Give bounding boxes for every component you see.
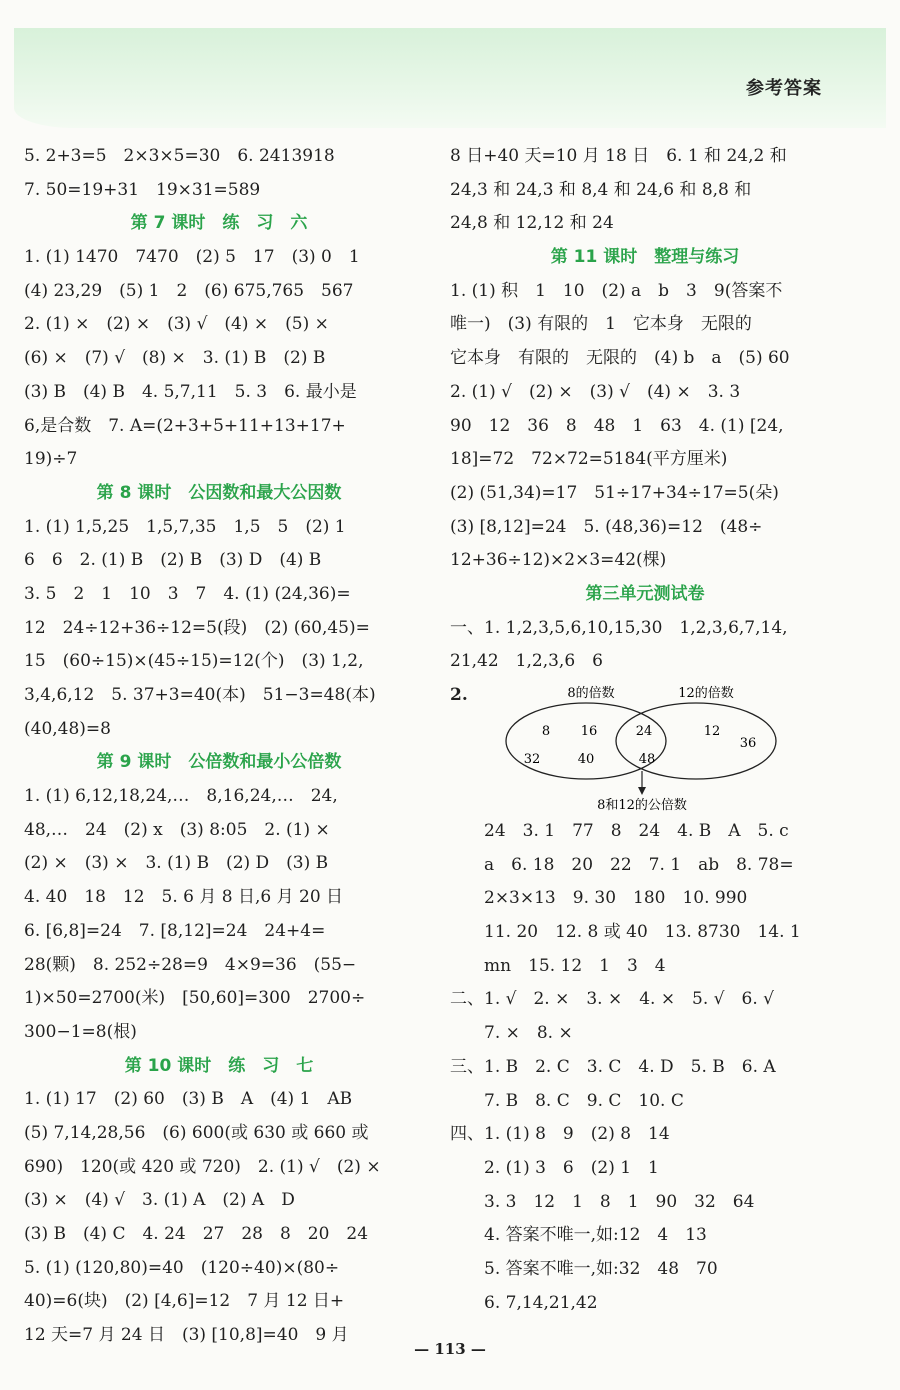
answer-line: 6. [6,8]=24 7. [8,12]=24 24+4= [24,920,326,941]
answer-line: 它本身 有限的 无限的 (4) b a (5) 60 [450,348,790,369]
venn-value: 40 [577,752,595,767]
answer-line: 3. 3 12 1 8 1 90 32 64 [484,1191,755,1212]
answer-line: 12 天=7 月 24 日 (3) [10,8]=40 9 月 [24,1325,349,1346]
answer-line: 48,… 24 (2) x (3) 8:05 2. (1) × [24,819,330,840]
venn-diagram [450,679,840,815]
answer-line: (3) B (4) B 4. 5,7,11 5. 3 6. 最小是 [24,381,357,402]
answer-line: 5. (1) (120,80)=40 (120÷40)×(80÷ [24,1257,340,1278]
venn-right-title: 12的倍数 [678,686,734,701]
answer-line: 90 12 36 8 48 1 63 4. (1) [24, [450,415,784,436]
answer-line: 5. 2+3=5 2×3×5=30 6. 2413918 [24,146,335,166]
answer-line: 21,42 1,2,3,6 6 [450,651,603,672]
answer-line: 300−1=8(根) [24,1021,137,1042]
answer-line: (3) [8,12]=24 5. (48,36)=12 (48÷ [450,516,763,537]
answer-line: (5) 7,14,28,56 (6) 600(或 630 或 660 或 [24,1122,369,1143]
header-title: 参考答案 [746,78,822,99]
answer-line: (3) B (4) C 4. 24 27 28 8 20 24 [24,1224,369,1244]
venn-bottom-title: 8和12的公倍数 [597,798,687,813]
answer-line: (3) × (4) √ 3. (1) A (2) A D [24,1190,295,1211]
section-heading: 第三单元测试卷 [585,583,705,604]
answer-line: 19)÷7 [24,449,78,470]
answer-line: 四、1. (1) 8 9 (2) 8 14 [450,1124,670,1145]
answer-line: 15 (60÷15)×(45÷15)=12(个) (3) 1,2, [24,651,364,672]
answer-line: 24,8 和 12,12 和 24 [450,213,614,234]
answer-line: 2. (1) √ (2) × (3) √ (4) × 3. 3 [450,381,741,402]
answer-line: 7. 50=19+31 19×31=589 [24,179,261,200]
answer-line: 1. (1) 17 (2) 60 (3) B A (4) 1 AB [24,1089,353,1110]
section-heading: 第 11 课时 整理与练习 [550,247,740,268]
venn-value: 16 [580,724,598,739]
answer-line: (40,48)=8 [24,718,111,739]
answer-line: mn 15. 12 1 3 4 [484,955,666,976]
venn-value: 24 [635,724,653,739]
answer-line: 12 24÷12+36÷12=5(段) (2) (60,45)= [24,617,370,638]
answer-line: 24,3 和 24,3 和 8,4 和 24,6 和 8,8 和 [450,179,752,200]
venn-value: 8 [541,724,551,739]
answer-line: 40)=6(块) (2) [4,6]=12 7 月 12 日+ [24,1291,345,1312]
venn-value: 36 [739,736,757,751]
answer-line: (2) (51,34)=17 51÷17+34÷17=5(朵) [450,482,779,503]
answer-line: 1. (1) 1,5,25 1,5,7,35 1,5 5 (2) 1 [24,516,346,537]
answer-line: 1. (1) 6,12,18,24,… 8,16,24,… 24, [24,786,338,807]
answer-line: 2. (1) 3 6 (2) 1 1 [484,1157,659,1178]
answer-line: 6,是合数 7. A=(2+3+5+11+13+17+ [24,415,346,436]
answer-line: 7. × 8. × [484,1023,573,1044]
answer-line: 7. B 8. C 9. C 10. C [484,1090,684,1111]
answer-line: a 6. 18 20 22 7. 1 ab 8. 78= [484,854,794,875]
answer-line: 8 日+40 天=10 月 18 日 6. 1 和 24,2 和 [450,146,787,166]
venn-left-title: 8的倍数 [567,686,615,701]
answer-line: 18]=72 72×72=5184(平方厘米) [450,449,728,470]
answer-line: 一、1. 1,2,3,5,6,10,15,30 1,2,3,6,7,14, [450,617,788,638]
section-heading: 第 7 课时 练 习 六 [130,213,308,234]
answer-line: 1. (1) 积 1 10 (2) a b 3 9(答案不 [450,280,783,301]
answer-line: 5. 答案不唯一,如:32 48 70 [484,1258,718,1279]
answer-line: 24 3. 1 77 8 24 4. B A 5. c [484,821,789,841]
section-heading: 第 8 课时 公因数和最大公因数 [96,482,342,503]
answer-line: 690) 120(或 420 或 720) 2. (1) √ (2) × [24,1156,381,1177]
answer-line: 28(颗) 8. 252÷28=9 4×9=36 (55− [24,954,357,975]
answer-line: 2×3×13 9. 30 180 10. 990 [484,888,748,909]
answer-line: (6) × (7) √ (8) × 3. (1) B (2) B [24,348,326,369]
answer-line: 2. (1) × (2) × (3) √ (4) × (5) × [24,314,329,335]
answer-line: 三、1. B 2. C 3. C 4. D 5. B 6. A [450,1056,776,1077]
answer-line: 4. 40 18 12 5. 6 月 8 日,6 月 20 日 [24,887,344,908]
venn-value: 12 [703,724,721,739]
answer-line: 6 6 2. (1) B (2) B (3) D (4) B [24,550,322,571]
answer-line: 3,4,6,12 5. 37+3=40(本) 51−3=48(本) [24,685,376,705]
section-heading: 第 10 课时 练 习 七 [124,1055,314,1076]
arrow-down-icon [638,787,646,795]
answer-line: (4) 23,29 (5) 1 2 (6) 675,765 567 [24,280,354,301]
answer-line: (2) × (3) × 3. (1) B (2) D (3) B [24,853,329,874]
answer-line: 3. 5 2 1 10 3 7 4. (1) (24,36)= [24,583,351,604]
answer-line: 唯一) (3) 有限的 1 它本身 无限的 [450,314,752,335]
answer-line: 12+36÷12)×2×3=42(棵) [450,550,667,571]
right-column [450,140,840,1320]
answer-line: 11. 20 12. 8 或 40 13. 8730 14. 1 [484,922,801,943]
page-number: — 113 — [414,1340,486,1358]
venn-question-label: 2. [450,685,468,705]
answer-line: 1)×50=2700(米) [50,60]=300 2700÷ [24,988,366,1009]
venn-value: 48 [638,752,656,767]
answer-line: 6. 7,14,21,42 [484,1292,598,1313]
venn-value: 32 [523,752,541,767]
venn-svg [476,679,816,815]
venn-left-ellipse [506,703,666,779]
section-heading: 第 9 课时 公倍数和最小公倍数 [96,752,342,773]
answer-line: 1. (1) 1470 7470 (2) 5 17 (3) 0 1 [24,247,360,268]
answer-line: 4. 答案不唯一,如:12 4 13 [484,1225,707,1246]
answer-line: 二、1. √ 2. × 3. × 4. × 5. √ 6. √ [450,989,774,1010]
left-column [24,140,414,1353]
